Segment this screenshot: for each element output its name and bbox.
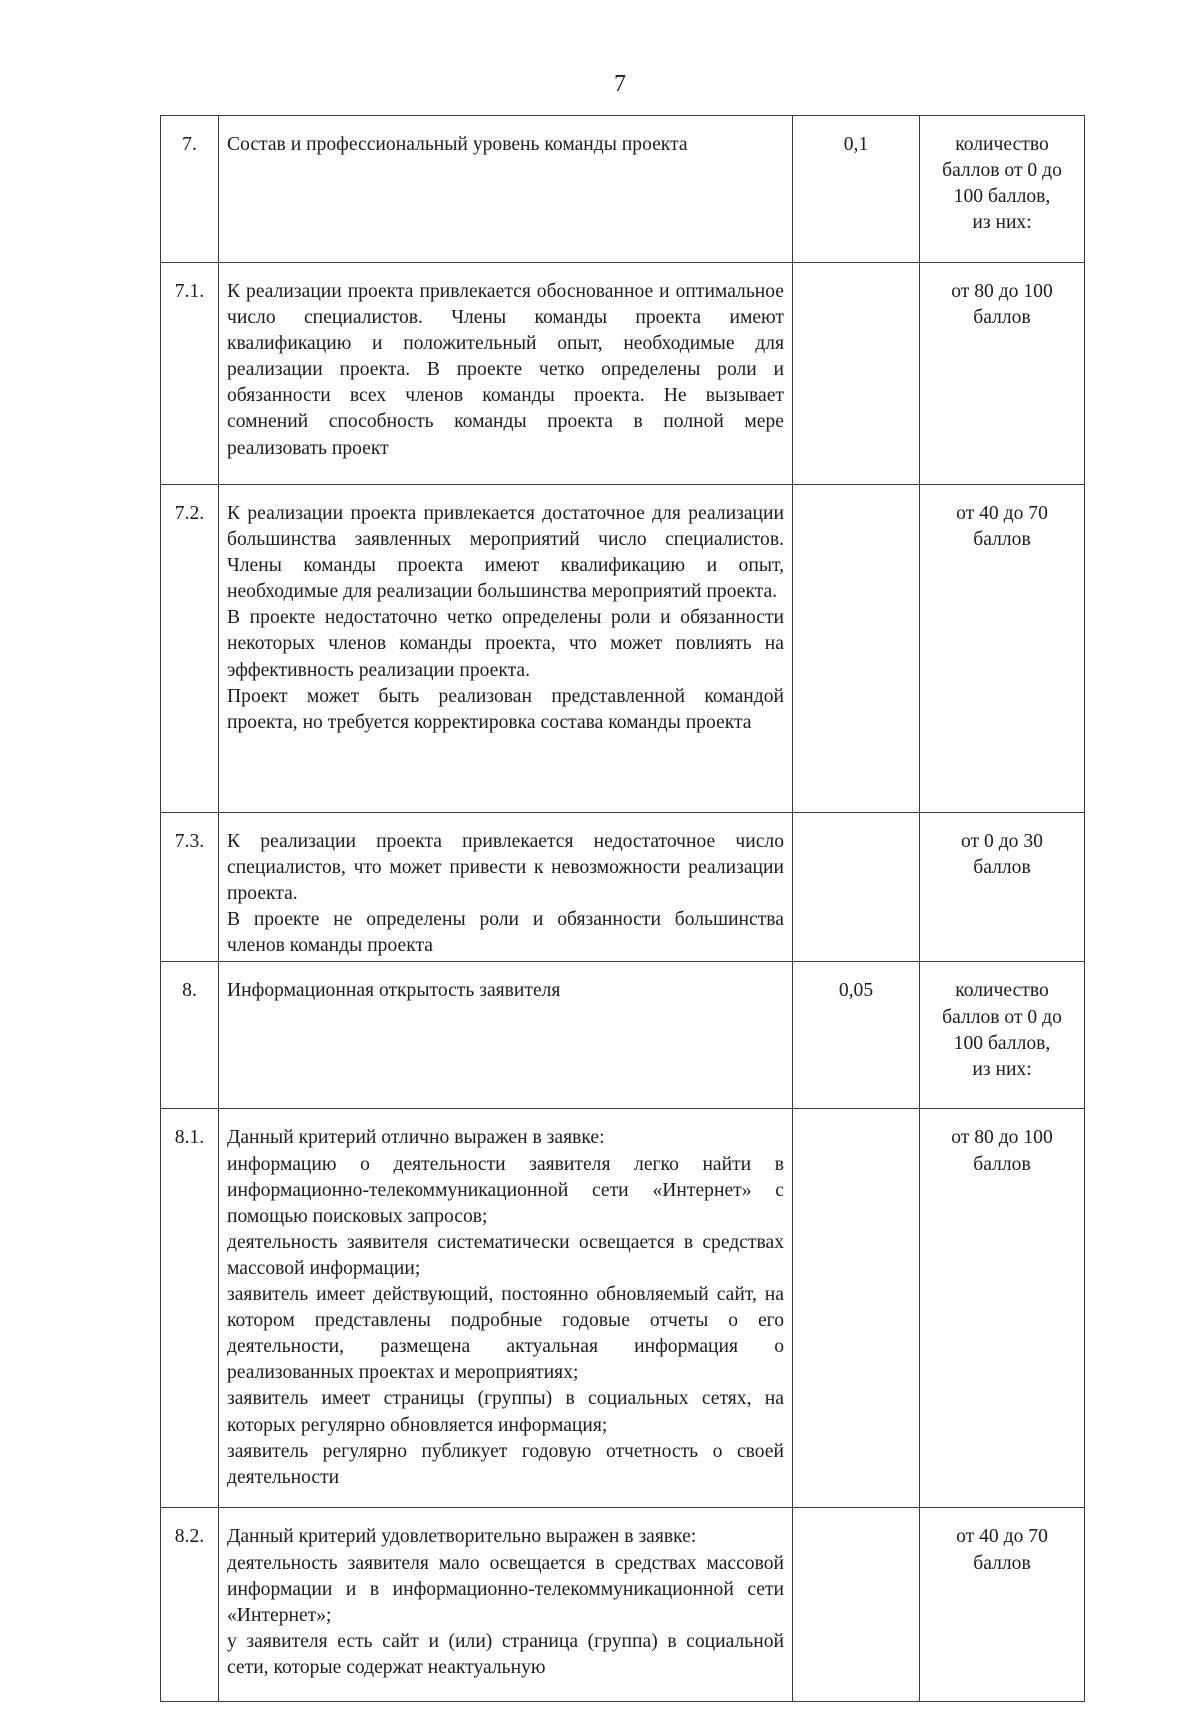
criterion-score [920, 485, 1085, 813]
criterion-number: 7.1. [161, 263, 219, 485]
criterion-text: Состав и профессиональный уровень команды проекта [227, 134, 688, 155]
criterion-number: 8.2. [161, 1508, 219, 1702]
criterion-weight: 0,05 [793, 962, 920, 1109]
score-line: количество [955, 134, 1049, 155]
criterion-description [219, 116, 793, 263]
criterion-score [920, 263, 1085, 485]
criterion-text: заявитель регулярно публикует годовую отчетность о своей деятельности [227, 1440, 784, 1488]
score-line: баллов от 0 до [942, 160, 1062, 182]
criterion-number: 7. [161, 116, 219, 263]
score-line: баллов [973, 1153, 1031, 1175]
score-line: от 40 до 70 [956, 1526, 1048, 1548]
criterion-score [920, 116, 1085, 263]
criterion-row-8-1 [161, 1109, 1085, 1508]
score-line: от 0 до 30 [961, 831, 1043, 852]
criterion-weight: 0,1 [793, 116, 920, 263]
criterion-number: 7.2. [161, 485, 219, 813]
criteria-table [160, 115, 1085, 1702]
criterion-text: деятельность заявителя систематически освещается в средствах массовой информации; [227, 1231, 784, 1279]
score-line: от 80 до 100 [951, 281, 1053, 302]
criterion-description [219, 1508, 793, 1702]
criterion-text: Проект может быть реализован представленной командой проекта, но требуется корректировка состава команды проекта [227, 685, 784, 733]
criterion-description [219, 813, 793, 962]
criterion-number: 8.1. [161, 1109, 219, 1508]
criterion-row-8-2 [161, 1508, 1085, 1702]
criterion-score [920, 1508, 1085, 1702]
criterion-description [219, 1109, 793, 1508]
criterion-text: В проекте недостаточно четко определены роли и обязанности некоторых членов команды проекта, что может повлиять на эффективность реализации проекта. [227, 607, 784, 681]
criterion-score [920, 1109, 1085, 1508]
score-line: 100 баллов, [953, 186, 1051, 208]
criterion-text: В проекте не определены роли и обязанности большинства членов команды проекта [227, 909, 784, 957]
criterion-row-7 [161, 116, 1085, 263]
score-line: от 80 до 100 [951, 1127, 1053, 1149]
criterion-text: К реализации проекта привлекается достаточное для реализации большинства заявленных мероприятий число специалистов. Члены команды проекта имеют квалификацию и опыт, необходимые для реализации большинства мероприятий проекта. [227, 503, 784, 603]
score-line: баллов [973, 1552, 1031, 1574]
page-number: 7 [614, 71, 626, 97]
criterion-description [219, 485, 793, 813]
score-line: из них: [972, 1058, 1032, 1080]
score-line: баллов [973, 529, 1031, 551]
score-line: количество [955, 980, 1049, 1002]
criterion-number: 7.3. [161, 813, 219, 962]
criterion-row-7-3 [161, 813, 1085, 962]
criterion-row-7-2 [161, 485, 1085, 813]
criterion-row-8 [161, 962, 1085, 1109]
score-line: баллов от 0 до [942, 1006, 1062, 1028]
criterion-weight [793, 1508, 920, 1702]
criterion-weight [793, 485, 920, 813]
criterion-weight [793, 813, 920, 962]
criterion-text: информацию о деятельности заявителя легко найти в информационно-телекоммуникационной сети «Интернет» с помощью поисковых запросов; [227, 1153, 784, 1227]
score-line: 100 баллов, [953, 1032, 1051, 1054]
criterion-description [219, 962, 793, 1109]
score-line: из них: [972, 212, 1032, 234]
criterion-weight [793, 1109, 920, 1508]
score-line: баллов [973, 307, 1031, 329]
criterion-text: К реализации проекта привлекается недостаточное число специалистов, что может привести к невозможности реализации проекта. [227, 831, 784, 905]
criterion-text: заявитель имеет страницы (группы) в социальных сетях, на которых регулярно обновляется информация; [227, 1388, 784, 1436]
criterion-description [219, 263, 793, 485]
score-line: баллов [973, 857, 1031, 879]
criterion-text: деятельность заявителя мало освещается в средствах массовой информации и в информационно-телекоммуникационной сети «Интернет»; [227, 1552, 784, 1626]
criterion-text: заявитель имеет действующий, постоянно обновляемый сайт, на котором представлены подробные годовые отчеты о его деятельности, размещена актуальная информация о реализованных проектах и мероприятиях; [227, 1284, 784, 1384]
criterion-text: Данный критерий отлично выражен в заявке: [227, 1127, 605, 1149]
criterion-text: Информационная открытость заявителя [227, 980, 561, 1002]
score-line: от 40 до 70 [956, 503, 1048, 524]
criterion-text: К реализации проекта привлекается обоснованное и оптимальное число специалистов. Члены команды проекта имеют квалификацию и положительный опыт, необходимые для реализации проекта. В проекте четко определены роли и обязанности всех членов команды проекта. Не вызывает сомнений способность команды проекта в полной мере реализовать проект [227, 281, 784, 459]
criterion-score [920, 962, 1085, 1109]
criterion-weight [793, 263, 920, 485]
criterion-row-7-1 [161, 263, 1085, 485]
criterion-text: Данный критерий удовлетворительно выражен в заявке: [227, 1526, 697, 1548]
criterion-number: 8. [161, 962, 219, 1109]
criterion-score [920, 813, 1085, 962]
criterion-text: у заявителя есть сайт и (или) страница (группа) в социальной сети, которые содержат неактуальную [227, 1630, 784, 1678]
